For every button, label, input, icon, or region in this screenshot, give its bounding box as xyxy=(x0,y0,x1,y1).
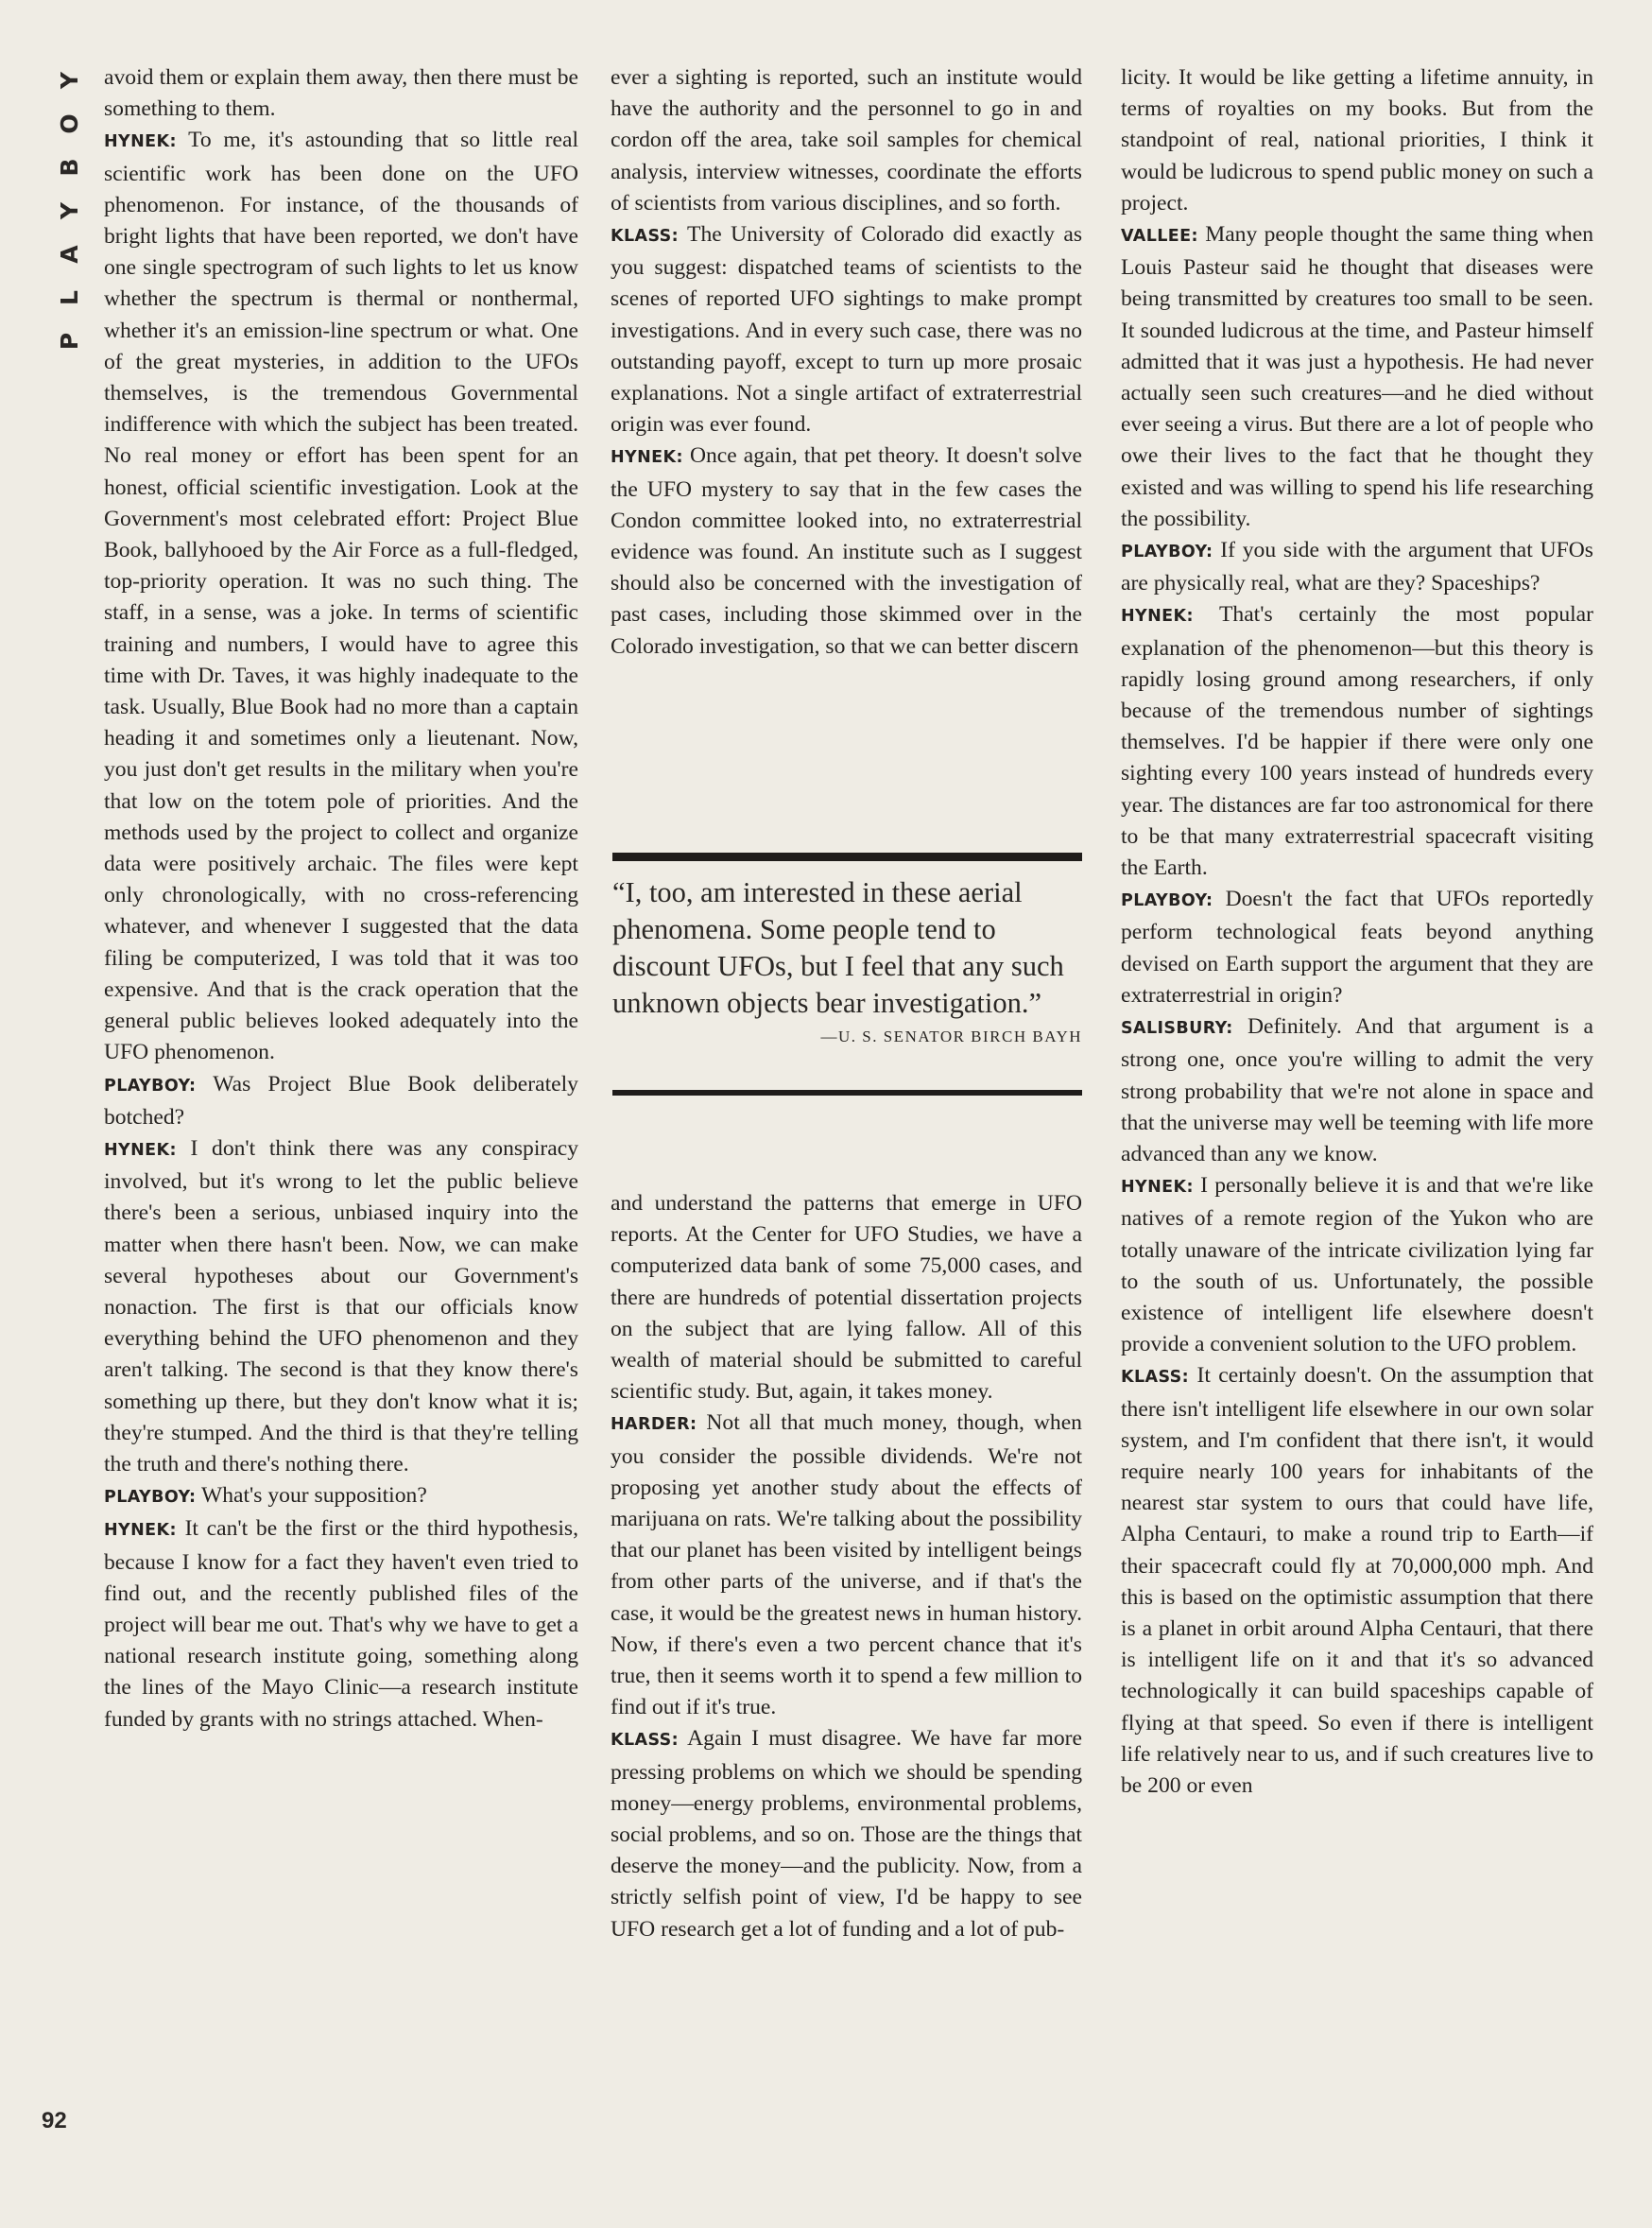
paragraph xyxy=(104,125,578,1068)
speaker-label: HYNEK: xyxy=(104,1140,177,1160)
page-number: 92 xyxy=(42,2108,67,2133)
speaker-label: PLAYBOY: xyxy=(104,1488,197,1508)
pull-quote-attribution: —U. S. SENATOR BIRCH BAYH xyxy=(820,1028,1082,1045)
paragraph-text: I don't think there was any conspiracy involved, but it's wrong to let the public believe there's been a serious, unbiased inquiry into the matter when there hasn't been. Now, we can make several hypotheses about our Government's nonaction. The first is that our officials know everything behind the UFO phenomenon and they aren't talking. The second is that they know there's something up there, but they don't know what it is; they're stumped. And the third is that they're telling the truth and there's nothing there. xyxy=(104,1135,578,1477)
paragraph-text: avoid them or explain them away, then there must be something to them. xyxy=(104,65,578,122)
pull-quote-bottom-rule xyxy=(612,1090,1082,1096)
speaker-label: KLASS: xyxy=(611,1731,680,1751)
paragraph xyxy=(104,1480,578,1513)
brand-letter: P xyxy=(56,332,83,351)
paragraph xyxy=(611,1188,1082,1408)
paragraph-text: It can't be the first or the third hypothesis, because I know for a fact they haven't even tried to find out, and the recently published files of the project will bear me out. That's why we have to get a national research institute going, something along the lines of the Mayo Clinic—a research institute funded by grants with no strings attached. When- xyxy=(104,1516,578,1732)
paragraph xyxy=(1121,1011,1593,1170)
paragraph-text: Many people thought the same thing when Louis Pasteur said he thought that diseases were being transmitted by creatures too small to be seen. It sounded ludicrous at the time, and Pasteur himself admitted that it was just a hypothesis. He had never actually seen such creatures—and he died without ever seeing a virus. But there are a lot of people who owe their lives to the fact that he thought they existed and was willing to spend his life researching the possibility. xyxy=(1121,222,1593,531)
paragraph-text: Once again, that pet theory. It doesn't solve the UFO mystery to say that in the few cases the Condon committee looked into, no extraterrestrial evidence was found. An institute such as I suggest should also be concerned with the investigation of past cases, including those skimmed over in the Colorado investigation, so that we can better discern xyxy=(611,443,1082,659)
pull-quote xyxy=(612,853,1082,1096)
paragraph xyxy=(1121,884,1593,1011)
paragraph-text: Was Project Blue Book deliberately botched? xyxy=(104,1071,578,1130)
paragraph xyxy=(611,1723,1082,1944)
paragraph-text: and understand the patterns that emerge in UFO reports. At the Center for UFO Studies, we have a computerized data bank of some 75,000 cases, and there are hundreds of potential dissertation projects on the subject that are lying fallow. All of this wealth of material should be submitted to careful scientific study. But, again, it takes money. xyxy=(611,1191,1082,1405)
speaker-label: HYNEK: xyxy=(611,448,683,468)
speaker-label: KLASS: xyxy=(611,227,680,247)
paragraph-text: It certainly doesn't. On the assumption that there isn't intelligent life elsewhere in our own solar system, and I'm confident that there isn't, it would require nearly 100 years for inhabitants of the nearest star system to ours that could have life, Alpha Centauri, to make a round trip to Earth—if their spacecraft could fly at 70,000,000 mph. And this is based on the optimistic assumption that there is a planet in orbit around Alpha Centauri, that there is intelligent life on it and that it's so advanced technologically it can build spaceships capable of flying at that speed. So even if there is intelligent life relatively near to us, and if such creatures live to be 200 or even xyxy=(1121,1363,1593,1798)
brand-letter: O xyxy=(56,113,83,134)
paragraph-text: ever a sighting is reported, such an institute would have the authority and the personnel to go in and cordon off the area, take soil samples for chemical analysis, interview witnesses, coordinate the efforts of scientists from various disciplines, and so forth. xyxy=(611,65,1082,216)
speaker-label: PLAYBOY: xyxy=(1121,891,1213,911)
speaker-label: HARDER: xyxy=(611,1415,697,1435)
speaker-label: KLASS: xyxy=(1121,1368,1190,1388)
speaker-label: PLAYBOY: xyxy=(104,1076,197,1096)
speaker-label: SALISBURY: xyxy=(1121,1019,1233,1039)
paragraph-text: To me, it's astounding that so little real scientific work has been done on the UFO phenomenon. For instance, of the thousands of bright lights that have been reported, we don't have one single spectrogram of such lights to let us know whether the spectrum is thermal or nonthermal, whether it's an emission-line spectrum or what. One of the great mysteries, in addition to the UFOs themselves, is the tremendous Governmental indifference with which the subject has been treated. No real money or effort has been spent for an honest, official scientific investigation. Look at the Government's most celebrated effort: Project Blue Book, ballyhooed by the Air Force as a full-fledged, top-priority operation. It was no such thing. The staff, in a sense, was a joke. In terms of scientific training and numbers, I would have to agree this time with Dr. Taves, it was highly inadequate to the task. Usually, Blue Book had no more than a captain heading it and sometimes only a lieutenant. Now, you just don't get results in the military when you're that low on the totem pole of priorities. And the methods used by the project to collect and organize data were positively archaic. The files were kept only chronologically, with no cross-referencing whatever, and whenever I suggested that the data filing be computerized, I was told that it was too expensive. And that is the crack operation that the general public believes looked adequately into the UFO phenomenon. xyxy=(104,128,578,1065)
paragraph xyxy=(104,1513,578,1735)
paragraph xyxy=(611,440,1082,662)
column-3 xyxy=(1121,62,1593,2142)
column-2-bottom xyxy=(611,1188,1082,2143)
brand-letter: Y xyxy=(56,201,83,220)
paragraph-text: Definitely. And that argument is a strong one, once you're willing to admit the very strong probability that we're not alone in space and that the universe may well be teeming with life more advanced than any we know. xyxy=(1121,1014,1593,1166)
paragraph xyxy=(1121,599,1593,884)
column-2-top xyxy=(611,62,1082,826)
speaker-label: VALLEE: xyxy=(1121,227,1198,247)
magazine-brand xyxy=(56,59,83,363)
speaker-label: HYNEK: xyxy=(104,1521,177,1541)
brand-letter: B xyxy=(56,158,83,177)
paragraph xyxy=(611,1408,1082,1723)
paragraph xyxy=(104,62,578,125)
pull-quote-top-rule xyxy=(612,853,1082,861)
paragraph-text: licity. It would be like getting a lifetime annuity, in terms of royalties on my books. But from the standpoint of real, national priorities, I think it would be ludicrous to spend public money on such a project. xyxy=(1121,65,1593,216)
paragraph xyxy=(1121,219,1593,535)
pull-quote-text: “I, too, am interested in these aerial phenomena. Some people tend to discount UFOs, but I feel that any such unknown objects bear investigation.” xyxy=(612,876,1064,1019)
speaker-label: HYNEK: xyxy=(1121,607,1194,627)
paragraph xyxy=(611,62,1082,219)
paragraph-text: Not all that much money, though, when you consider the possible dividends. We're not proposing yet another study about the effects of marijuana on rats. We're talking about the possibility that our planet has been visited by intelligent beings from other parts of the universe, and if that's the case, it would be the greatest news in human history. Now, if there's even a two percent chance that it's true, then it seems worth it to spend a few million to find out if it's true. xyxy=(611,1410,1082,1720)
speaker-label: HYNEK: xyxy=(104,132,177,152)
paragraph xyxy=(1121,535,1593,599)
brand-letter: A xyxy=(56,245,83,264)
paragraph xyxy=(1121,1170,1593,1360)
brand-letter: L xyxy=(56,290,83,305)
paragraph xyxy=(104,1133,578,1480)
paragraph-text: What's your supposition? xyxy=(200,1483,427,1509)
paragraph-text: Again I must disagree. We have far more pressing problems on which we should be spending money—energy problems, environmental problems, social problems, and so on. Those are the things that deserve the money—and the publicity. Now, from a strictly selfish point of view, I'd be happy to see UFO research get a lot of funding and a lot of pub- xyxy=(611,1726,1082,1942)
paragraph-text: Doesn't the fact that UFOs reportedly perform technological feats beyond anything devised on Earth support the argument that they are extraterrestrial in origin? xyxy=(1121,887,1593,1008)
paragraph xyxy=(104,1069,578,1133)
brand-letter: Y xyxy=(56,71,83,90)
paragraph-text: I personally believe it is and that we're like natives of a remote region of the Yukon who are totally unaware of the intricate civilization lying far to the south of us. Unfortunately, the possible existence of intelligent life elsewhere doesn't provide a convenient solution to the UFO problem. xyxy=(1121,1173,1593,1357)
paragraph-text: The University of Colorado did exactly as you suggest: dispatched teams of scientists to the scenes of reported UFO sightings to make prompt investigations. And in every such case, there was no outstanding payoff, except to turn up more prosaic explanations. Not a single artifact of extraterrestrial origin was ever found. xyxy=(611,222,1082,438)
speaker-label: PLAYBOY: xyxy=(1121,543,1213,562)
paragraph xyxy=(1121,62,1593,219)
speaker-label: HYNEK: xyxy=(1121,1178,1194,1198)
paragraph-text: That's certainly the most popular explanation of the phenomenon—but this theory is rapidly losing ground among researchers, if only because of the tremendous number of sightings themselves. I'd be happier if there were only one sighting every 100 years instead of hundreds every year. The distances are far too astronomical for there to be that many extraterrestrial spacecraft visiting the Earth. xyxy=(1121,602,1593,881)
column-1 xyxy=(104,62,578,2142)
paragraph xyxy=(611,219,1082,440)
paragraph xyxy=(1121,1360,1593,1802)
paragraph-text: If you side with the argument that UFOs are physically real, what are they? Spaceships? xyxy=(1121,538,1593,596)
